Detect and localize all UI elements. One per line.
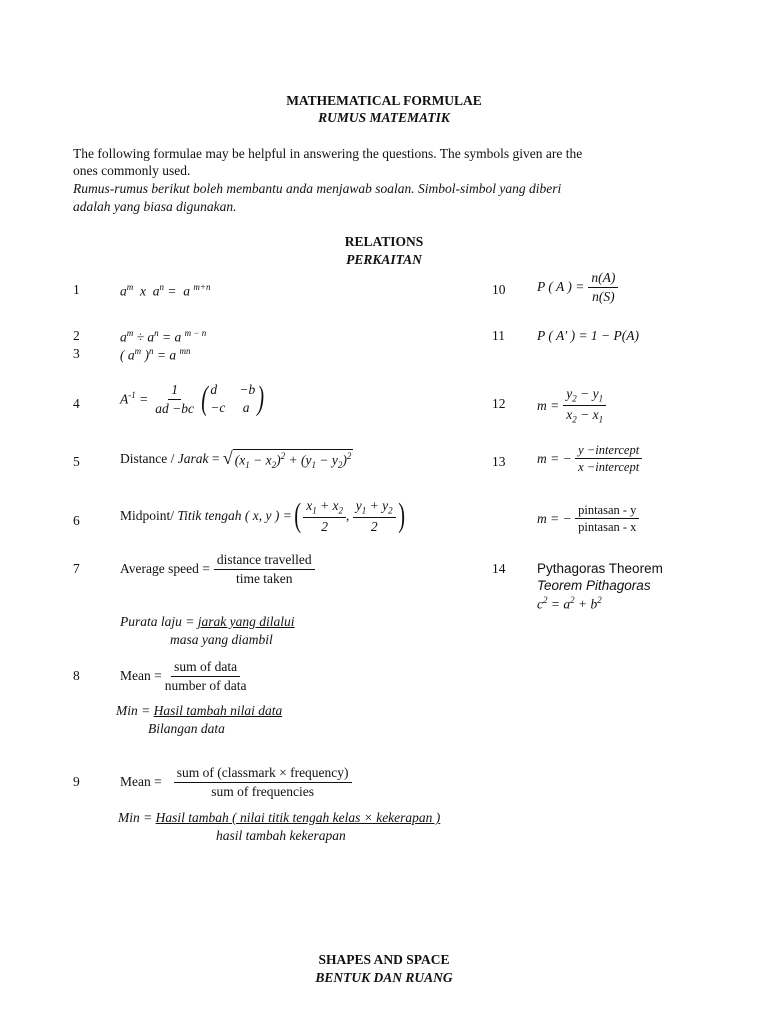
formula-8-ms-denominator: Bilangan data [148, 721, 225, 736]
page-title: MATHEMATICAL FORMULAE [286, 93, 482, 108]
item-number: 2 [73, 328, 80, 343]
formula-6: Midpoint/ Titik tengah ( x, y ) = ( $\frac{x_1 + x_2}{2}$ , $\frac{y_1 + y_2}{2}$ ) [120, 497, 405, 535]
formula-12: m = $\frac{y_2 - y_1}{x_2 - x_1}$ [537, 386, 606, 425]
formula-13-ms-denominator: pintasan - x [578, 520, 637, 535]
formula-9-ms-numerator: Hasil tambah ( nilai titik tengah kelas × kekerapan ) [155, 810, 441, 825]
intro-ms-line1: Rumus-rumus berikut boleh membantu anda menjawab soalan. Simbol-simbol yang diberi [73, 181, 562, 196]
formula-8-ms-numerator: Hasil tambah nilai data [153, 703, 283, 718]
formula-14-equation: $c^2 = a^2 + b^2$ [537, 595, 602, 612]
formula-8-numerator: sum of data [171, 659, 240, 677]
formula-9-numerator: sum of (classmark × frequency) [174, 765, 352, 783]
shapes-heading: SHAPES AND SPACE [318, 952, 450, 967]
formula-8-ms [116, 703, 282, 719]
formula-13-ms: m = − $\frac{\text{pintasan - y}}{\text{pintasan - x}}$ [537, 503, 639, 535]
item-number: 4 [73, 396, 80, 411]
formula-8-denominator: number of data [164, 677, 247, 693]
formula-7-label: Average speed = [120, 561, 210, 577]
item-number: 12 [492, 396, 506, 411]
item-number: 9 [73, 774, 80, 789]
item-number: 6 [73, 513, 80, 528]
item-number: 3 [73, 346, 80, 361]
page-title-ms: RUMUS MATEMATIK [318, 110, 450, 125]
formula-14-title-ms: Teorem Pithagoras [537, 578, 651, 593]
formula-13-denominator: x −intercept [578, 460, 640, 475]
formula-7-ms-denominator: masa yang diambil [170, 632, 273, 647]
item-number: 10 [492, 282, 506, 297]
formula-1: $a^m$ x $a^n = a$ $^{m+n}$ [120, 282, 211, 299]
intro-en-line1: The following formulae may be helpful in answering the questions. The symbols given are the [73, 146, 583, 161]
formula-9-ms-denominator: hasil tambah kekerapan [216, 828, 346, 843]
formula-6-label-ms: Titik tengah [177, 508, 242, 524]
formula-9 [120, 765, 352, 799]
formula-7-ms [120, 614, 295, 630]
item-number: 14 [492, 561, 506, 576]
formula-8-label: Mean = [120, 668, 162, 684]
formula-9-denominator: sum of frequencies [211, 783, 314, 799]
formula-5-label-ms: Jarak [177, 450, 209, 466]
intro-ms-line2: adalah yang biasa digunakan. [73, 199, 237, 214]
formula-4: $A^{-1}$ = $\frac{1}{ad -bc}$ ( d −b −c a ) [120, 380, 265, 418]
item-number: 11 [492, 328, 505, 343]
formula-11: P ( A′ ) = 1 − P(A) [537, 328, 640, 343]
formula-13: m = − $\frac{\text{y −intercept}}{\text{x −intercept}}$ [537, 443, 642, 475]
formula-5-label: Distance / [120, 450, 178, 466]
relations-heading-ms: PERKAITAN [346, 252, 422, 267]
formula-10: P ( A ) = $\frac{n(A)}{n(S)}$ [537, 270, 618, 304]
formula-6-label: Midpoint/ [120, 508, 178, 524]
formula-3: ( $a^m$ )$^n$ = a $^{mn}$ [120, 346, 191, 363]
item-number: 1 [73, 282, 80, 297]
formula-7-denominator: time taken [235, 570, 293, 586]
intro-en-line2: ones commonly used. [73, 163, 191, 178]
formula-9-ms [118, 810, 440, 826]
formula-7 [120, 552, 315, 586]
formula-7-ms-numerator: jarak yang dilalui [197, 614, 295, 629]
sqrt-expression: √ $(x_1 - x_2)^2 + (y_1 - y_2)^2$ [222, 448, 352, 470]
formula-5: Distance / Jarak = √ $(x_1 - x_2)^2 + (y_1 - y_2)^2$ [120, 448, 352, 470]
formula-7-numerator: distance travelled [214, 552, 315, 570]
formula-9-label: Mean = [120, 774, 162, 790]
item-number: 5 [73, 454, 80, 469]
item-number: 13 [492, 454, 506, 469]
formula-2: $a^m \div a^n = a$ $^{m - n}$ [120, 328, 207, 345]
relations-heading: RELATIONS [344, 234, 424, 249]
formula-8-ms-lhs: Min = [116, 703, 154, 718]
item-number: 8 [73, 668, 80, 683]
formula-13-ms-numerator: pintasan - y [575, 503, 639, 519]
formula-7-ms-lhs: Purata laju = [120, 614, 198, 629]
formula-13-numerator: y −intercept [575, 443, 642, 459]
shapes-heading-ms: BENTUK DAN RUANG [315, 970, 453, 985]
formula-9-ms-lhs: Min = [118, 810, 156, 825]
item-number: 7 [73, 561, 80, 576]
formula-8 [120, 659, 249, 693]
formula-14-title: Pythagoras Theorem [537, 561, 663, 576]
